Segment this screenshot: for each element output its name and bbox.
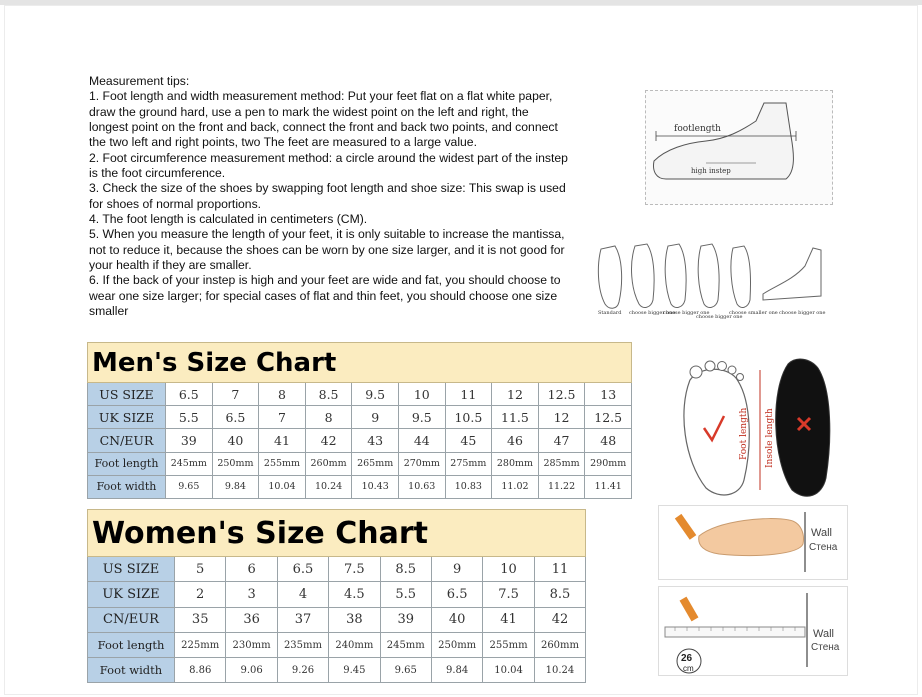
table-row [88, 475, 632, 498]
wall-measure-illustration-2 [658, 586, 848, 676]
row-header: CN/EUR [88, 607, 175, 632]
table-cell: 12.5 [538, 383, 585, 406]
table-cell: 245mm [380, 632, 431, 657]
table-cell: 9.84 [212, 475, 259, 498]
table-cell: 8.5 [534, 582, 586, 607]
table-cell: 9 [431, 557, 482, 582]
table-cell: 45 [445, 429, 492, 452]
table-cell: 9.45 [329, 658, 380, 683]
row-header: US SIZE [88, 557, 175, 582]
row-header: UK SIZE [88, 406, 166, 429]
table-cell: 6.5 [212, 406, 259, 429]
table-cell: 2 [175, 582, 226, 607]
foot-insole-illustration [660, 350, 840, 500]
table-cell: 9.26 [277, 658, 328, 683]
table-cell: 10.83 [445, 475, 492, 498]
wall-label-en-2: Wall [813, 628, 834, 640]
table-row [88, 383, 632, 406]
feet-label-1: Standard [598, 310, 622, 316]
row-header: Foot width [88, 475, 166, 498]
table-cell: 10.04 [483, 658, 534, 683]
table-cell: 35 [175, 607, 226, 632]
table-cell: 10.24 [534, 658, 586, 683]
table-cell: 290mm [585, 452, 632, 475]
table-cell: 255mm [259, 452, 306, 475]
wall-label-en-1: Wall [811, 527, 832, 539]
table-cell: 6 [226, 557, 277, 582]
tip-2: 2. Foot circumference measurement method: a circle around the widest part of the instep is the foot circumference. [89, 150, 568, 181]
table-cell: 41 [259, 429, 306, 452]
table-row [88, 406, 632, 429]
table-cell: 9.06 [226, 658, 277, 683]
table-row [88, 557, 586, 582]
tip-3: 3. Check the size of the shoes by swapping foot length and shoe size: This swap is used for shoes of normal proportions. [89, 181, 566, 211]
table-cell: 10 [483, 557, 534, 582]
tips-heading: Measurement tips: [89, 74, 190, 88]
table-cell: 10 [398, 383, 445, 406]
table-cell: 260mm [534, 632, 586, 657]
table-row [88, 582, 586, 607]
table-cell: 225mm [175, 632, 226, 657]
table-cell: 44 [398, 429, 445, 452]
table-cell: 270mm [398, 452, 445, 475]
table-cell: 7 [259, 406, 306, 429]
table-cell: 280mm [492, 452, 539, 475]
badge-number: 26 [681, 653, 693, 664]
womens-chart-title: Women's Size Chart [88, 510, 586, 557]
foot-side-illustration [645, 90, 833, 205]
table-cell: 5.5 [166, 406, 213, 429]
table-cell: 260mm [305, 452, 352, 475]
table-cell: 230mm [226, 632, 277, 657]
table-cell: 8 [259, 383, 306, 406]
feet-types-illustration [593, 234, 828, 322]
table-cell: 12 [492, 383, 539, 406]
table-cell: 37 [277, 607, 328, 632]
tip-4: 4. The foot length is calculated in centimeters (CM). [89, 212, 368, 227]
table-row [88, 658, 586, 683]
table-cell: 40 [431, 607, 482, 632]
table-cell: 235mm [277, 632, 328, 657]
table-cell: 9.5 [398, 406, 445, 429]
table-cell: 11.41 [585, 475, 632, 498]
table-cell: 275mm [445, 452, 492, 475]
table-cell: 11 [534, 557, 586, 582]
table-cell: 42 [305, 429, 352, 452]
table-cell: 10.5 [445, 406, 492, 429]
row-header: Foot width [88, 658, 175, 683]
table-cell: 8.5 [380, 557, 431, 582]
table-cell: 265mm [352, 452, 399, 475]
table-cell: 285mm [538, 452, 585, 475]
table-cell: 13 [585, 383, 632, 406]
wall-label-ru-2: Стена [811, 642, 840, 653]
table-cell: 39 [380, 607, 431, 632]
table-cell: 5.5 [380, 582, 431, 607]
foot-length-label: Foot length [739, 407, 749, 460]
table-cell: 10.04 [259, 475, 306, 498]
table-cell: 250mm [212, 452, 259, 475]
feet-label-5: choose smaller one [729, 310, 778, 316]
wall-label-ru-1: Стена [809, 542, 838, 553]
table-cell: 5 [175, 557, 226, 582]
table-cell: 11.02 [492, 475, 539, 498]
mens-chart-title: Men's Size Chart [88, 343, 632, 383]
row-header: CN/EUR [88, 429, 166, 452]
mens-size-chart [87, 342, 632, 499]
feet-label-2: choose bigger one [629, 310, 676, 316]
tip-5: 5. When you measure the length of your feet, it is only suitable to increase the mantissa, not to reduce it, because the shoes can be worn by one size larger, and it is not good for your health if they are smaller. [89, 227, 565, 273]
table-cell: 3 [226, 582, 277, 607]
table-cell: 4.5 [329, 582, 380, 607]
table-cell: 36 [226, 607, 277, 632]
table-cell: 7.5 [483, 582, 534, 607]
table-row [88, 607, 586, 632]
table-cell: 43 [352, 429, 399, 452]
table-cell: 4 [277, 582, 328, 607]
tip-6: 6. If the back of your instep is high and your feet are wide and fat, you should choose to wear one size larger; for special cases of flat and thin feet, you should choose one size smaller [89, 273, 561, 319]
feet-label-3: choose bigger one [663, 310, 710, 316]
table-cell: 48 [585, 429, 632, 452]
row-header: UK SIZE [88, 582, 175, 607]
table-cell: 9 [352, 406, 399, 429]
table-cell: 255mm [483, 632, 534, 657]
table-cell: 40 [212, 429, 259, 452]
table-cell: 41 [483, 607, 534, 632]
table-cell: 42 [534, 607, 586, 632]
table-cell: 9.84 [431, 658, 482, 683]
table-cell: 9.65 [166, 475, 213, 498]
table-cell: 8 [305, 406, 352, 429]
table-cell: 11.22 [538, 475, 585, 498]
table-cell: 10.43 [352, 475, 399, 498]
table-cell: 7.5 [329, 557, 380, 582]
table-cell: 47 [538, 429, 585, 452]
table-cell: 6.5 [166, 383, 213, 406]
table-cell: 8.86 [175, 658, 226, 683]
table-cell: 12.5 [585, 406, 632, 429]
row-header: Foot length [88, 632, 175, 657]
table-cell: 39 [166, 429, 213, 452]
wall-measure-illustration-1 [658, 505, 848, 580]
table-cell: 12 [538, 406, 585, 429]
feet-label-6: choose bigger one [779, 310, 826, 316]
table-row [88, 632, 586, 657]
row-header: Foot length [88, 452, 166, 475]
table-cell: 38 [329, 607, 380, 632]
table-cell: 6.5 [431, 582, 482, 607]
table-cell: 10.63 [398, 475, 445, 498]
table-cell: 7 [212, 383, 259, 406]
table-cell: 6.5 [277, 557, 328, 582]
badge-unit: cm [683, 664, 694, 673]
row-header: US SIZE [88, 383, 166, 406]
table-cell: 11.5 [492, 406, 539, 429]
table-cell: 240mm [329, 632, 380, 657]
tip-1: 1. Foot length and width measurement method: Put your feet flat on a flat white paper, draw the ground hard, use a pen to mark the widest point on the left and right, the longest point on the front and back, connect the front and back two points, and connect the two left and right points, two The feet are measured to a large value. [89, 89, 558, 150]
womens-size-chart [87, 509, 586, 683]
measurement-tips [89, 74, 569, 320]
table-cell: 9.5 [352, 383, 399, 406]
table-cell: 10.24 [305, 475, 352, 498]
table-cell: 245mm [166, 452, 213, 475]
table-cell: 46 [492, 429, 539, 452]
table-cell: 250mm [431, 632, 482, 657]
table-cell: 9.65 [380, 658, 431, 683]
footlength-label: footlength [674, 124, 721, 134]
table-cell: 8.5 [305, 383, 352, 406]
feet-label-4: choose bigger one [696, 314, 743, 320]
table-row [88, 429, 632, 452]
table-row [88, 452, 632, 475]
instep-label: high instep [691, 167, 731, 175]
table-cell: 11 [445, 383, 492, 406]
insole-length-label: Insole length [765, 408, 775, 468]
